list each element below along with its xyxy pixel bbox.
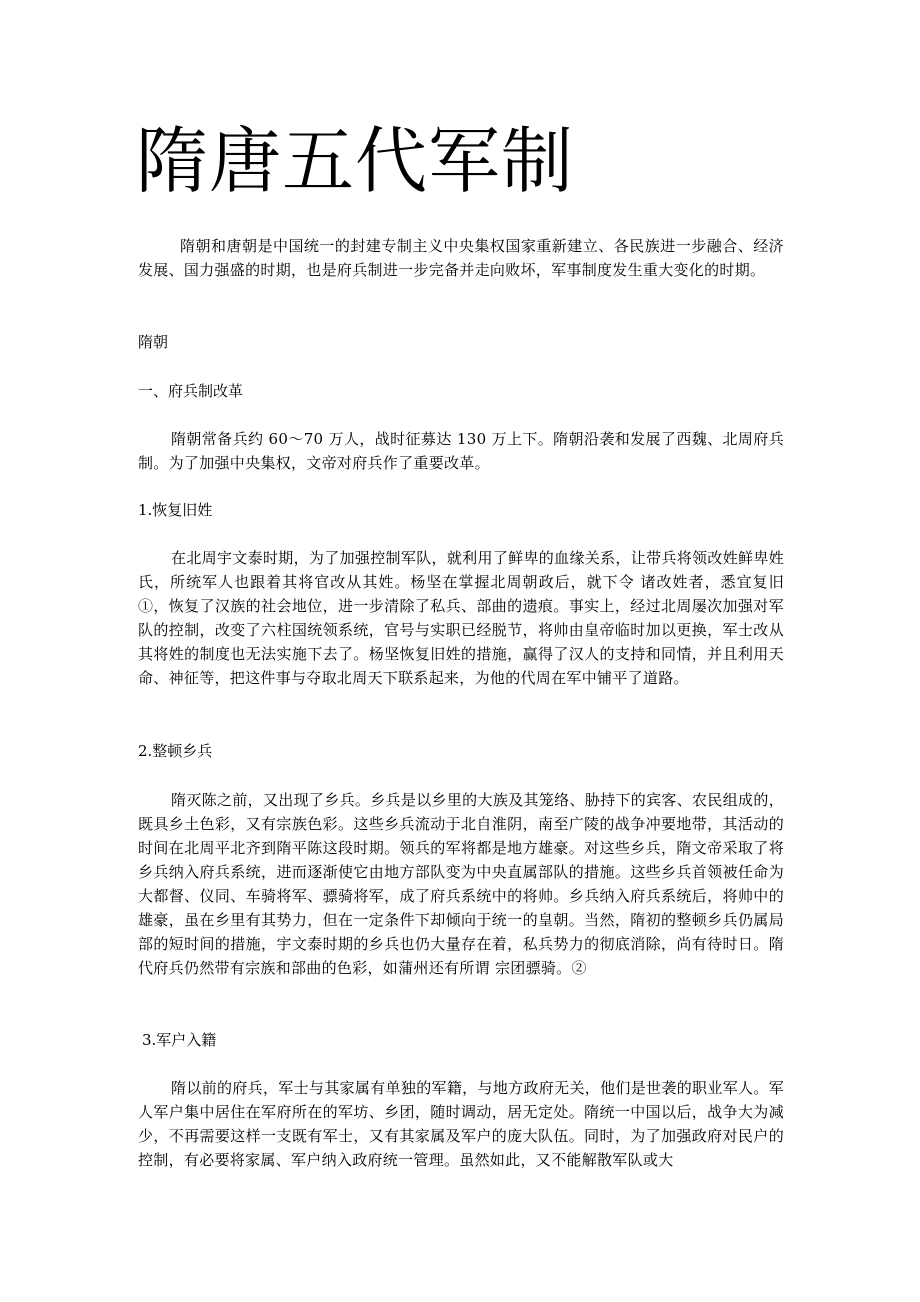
military-households-paragraph: 隋以前的府兵，军士与其家属有单独的军籍，与地方政府无关，他们是世袭的职业军人。军人军户集中居住在军府所在的军坊、乡团，随时调动，居无定处。隋统一中国以后，战争大为减少，不再需要这样一支既有军士，又有其家属及军户的庞大队伍。同时，为了加强政府对民户的控制，有必要将家属、军户纳入政府统一管理。虽然如此，又不能解散军队或大 (138, 1079, 784, 1169)
army-size-paragraph: 隋朝常备兵约 60～70 万人，战时征募达 130 万上下。隋朝沿袭和发展了西魏、北周府兵制。为了加强中央集权，文帝对府兵作了重要改革。 (138, 430, 784, 472)
subheading-restore-surnames: 1.恢复旧姓 (138, 501, 213, 519)
restore-surnames-paragraph: 在北周宇文泰时期，为了加强控制军队，就利用了鲜卑的血缘关系，让带兵将领改姓鲜卑姓氏，所统军人也跟着其将官改从其姓。杨坚在掌握北周朝政后，就下令 诸改姓者，悉宜复旧①，恢复了汉族的社会地位，进一步清除了私兵、部曲的遗痕。事实上，经过北周屡次加强对军队的控制，改变了六柱国统领系统，官号与实职已经脱节，将帅由皇帝临时加以更换，军士改从其将姓的制度也无法实施下去了。杨坚恢复旧姓的措施，赢得了汉人的支持和同情，并且利用天命、神征等，把这件事与夺取北周天下联系起来，为他的代周在军中铺平了道路。 (138, 549, 784, 687)
subheading-reorganize-xiangbing: 2.整顿乡兵 (138, 742, 213, 760)
section-heading-sui: 隋朝 (138, 333, 169, 351)
reorganize-xiangbing-paragraph: 隋灭陈之前，又出现了乡兵。乡兵是以乡里的大族及其笼络、胁持下的宾客、农民组成的，既具乡土色彩，又有宗族色彩。这些乡兵流动于北自淮阴，南至广陵的战争冲要地带，其活动的时间在北周平北齐到隋平陈这段时期。领兵的军将都是地方雄豪。对这些乡兵，隋文帝采取了将乡兵纳入府兵系统，进而逐渐使它由地方部队变为中央直属部队的措施。这些乡兵首领被任命为大都督、仪同、车骑将军、骠骑将军，成了府兵系统中的将帅。乡兵纳入府兵系统后，将帅中的雄豪，虽在乡里有其势力，但在一定条件下却倾向于统一的皇朝。当然，隋初的整顿乡兵仍属局部的短时间的措施，宇文泰时期的乡兵也仍大量存在着，私兵势力的彻底消除，尚有待时日。隋代府兵仍然带有宗族和部曲的色彩，如蒲州还有所谓 宗团骠骑。② (138, 791, 784, 977)
page-title: 隋唐五代军制 (136, 119, 575, 203)
intro-paragraph: 隋朝和唐朝是中国统一的封建专制主义中央集权国家重新建立、各民族进一步融合、经济发展、国力强盛的时期，也是府兵制进一步完备并走向败坏，军事制度发生重大变化的时期。 (138, 237, 784, 279)
section-heading-fubing-reform: 一、府兵制改革 (138, 382, 244, 400)
subheading-military-households: 3.军户入籍 (142, 1031, 217, 1049)
